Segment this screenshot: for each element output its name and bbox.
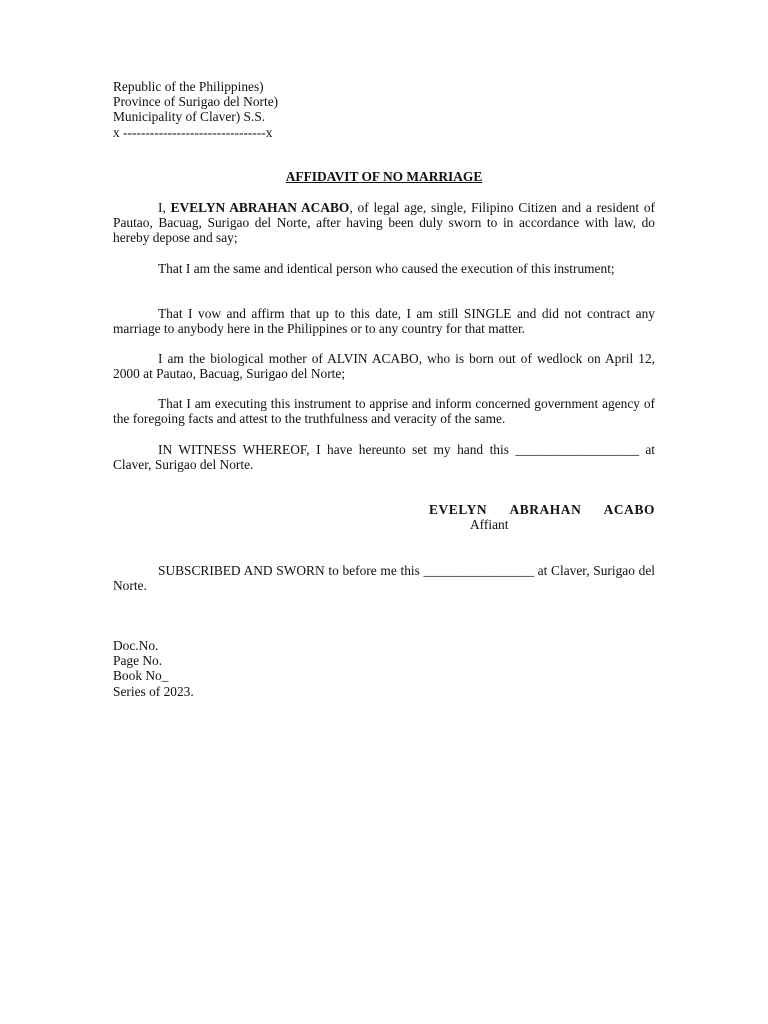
paragraph-single-status: That I vow and affirm that up to this date, I am still SINGLE and did not contract any marriage to anybody here in the Philippines or to any country for that matter. — [113, 306, 655, 337]
caption-municipality: Municipality of Claver) S.S. — [113, 109, 266, 125]
jurat-blank-line: _________________ — [423, 563, 534, 578]
book-no-label: Book No_ — [113, 668, 169, 684]
caption-divider: x --------------------------------x — [113, 124, 273, 140]
paragraph-purpose: That I am executing this instrument to apprise and inform concerned government agency of the foregoing facts and attest to the truthfulness and veracity of the same. — [113, 396, 655, 427]
paragraph-witness — [113, 442, 655, 472]
series-label: Series of 2023. — [113, 683, 194, 699]
page-no-label: Page No. — [113, 653, 163, 669]
caption-province: Province of Surigao del Norte) — [113, 94, 279, 110]
jurat-prefix: SUBSCRIBED AND SWORN to before me this — [158, 563, 424, 578]
paragraph-biological-mother: I am the biological mother of ALVIN ACABO, who is born out of wedlock on April 12, 2000 at Pautao, Bacuag, Surigao del Norte; — [113, 351, 655, 382]
date-blank-line: ___________________ — [515, 442, 639, 457]
jurat-paragraph — [113, 563, 655, 593]
affiant-label: Affiant — [470, 517, 509, 532]
document-title: AFFIDAVIT OF NO MARRIAGE — [285, 169, 483, 184]
p1-rest: , of legal age, single, Filipino Citizen and a resident of Pautao, Bacuag, Surigao del Norte, after having been duly sworn to in accordance with law, do hereby depose and say; — [113, 200, 655, 246]
jurat-suffix: at Claver, Surigao del Norte. — [113, 563, 656, 594]
paragraph-identical-person: That I am the same and identical person who caused the execution of this instrument; — [158, 261, 615, 276]
p6-prefix: IN WITNESS WHEREOF, I have hereunto set my hand this — [158, 442, 509, 457]
p6-suffix: at Claver, Surigao del Norte. — [113, 442, 655, 473]
affiant-signature-name: EVELYN ABRAHAN ACABO — [429, 502, 655, 517]
notarial-register — [113, 638, 655, 699]
doc-no-label: Doc.No. — [113, 638, 159, 653]
venue-caption — [113, 79, 655, 140]
paragraph-identity — [113, 200, 655, 246]
caption-country: Republic of the Philippines) — [113, 79, 264, 94]
affiant-name-inline: EVELYN ABRAHAN ACABO — [170, 200, 350, 215]
p1-prefix: I, — [158, 200, 171, 215]
